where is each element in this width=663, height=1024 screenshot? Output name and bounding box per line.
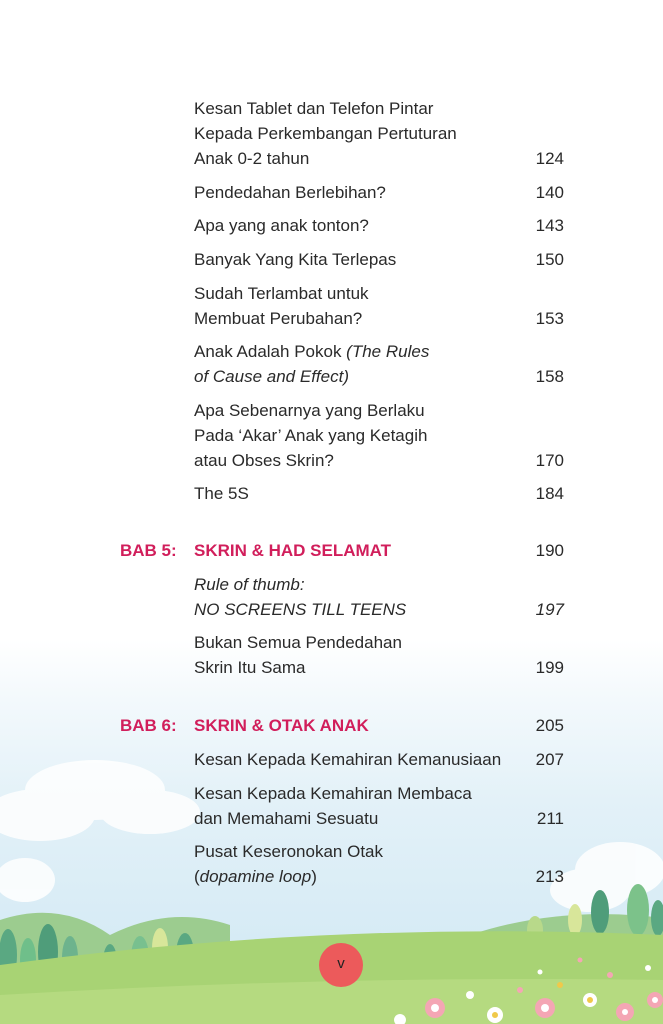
toc-entry [194, 180, 564, 205]
toc-entry [194, 481, 564, 506]
toc-entry-title [194, 481, 524, 506]
toc-entry-title-line: Pusat Keseronokan Otak [194, 842, 384, 861]
toc-entry-title-line: Anak 0-2 tahun [194, 149, 310, 168]
toc-entry-title-line: Membuat Perubahan? [194, 309, 363, 328]
toc-entry-title [194, 281, 524, 331]
toc-page-number: 150 [535, 250, 564, 269]
chapter-heading-bab-5 [120, 538, 564, 563]
toc-entry [194, 339, 564, 389]
title-italic-text: of Cause and Effect) [194, 367, 349, 386]
toc-entry-title-line: Kesan Kepada Kemahiran Kemanusiaan [194, 750, 502, 769]
toc-entry-title-line: The 5S [194, 484, 249, 503]
toc-entry-title-line: Sudah Terlambat untuk [194, 284, 369, 303]
toc-page-number: 158 [535, 367, 564, 386]
toc-page-number: 213 [535, 867, 564, 886]
toc-entry [194, 572, 564, 622]
chapter-title-text: SKRIN & HAD SELAMAT [194, 541, 392, 560]
toc-entry-title [194, 747, 524, 772]
toc-entry-title-line [194, 864, 524, 889]
chapter-label: BAB 6: [120, 716, 177, 735]
chapter-heading-bab-6 [120, 713, 564, 738]
toc-entry [194, 213, 564, 238]
toc-entry [194, 781, 564, 831]
toc-entry [194, 839, 564, 889]
toc-page-number: 199 [535, 658, 564, 677]
toc-entry-title-line: Apa Sebenarnya yang Berlaku [194, 401, 425, 420]
toc-page-number: 197 [535, 600, 564, 619]
toc-entry-title-line: dan Memahami Sesuatu [194, 809, 379, 828]
toc-entry-title-line: Bukan Semua Pendedahan [194, 633, 402, 652]
toc-page-number: 143 [535, 216, 564, 235]
toc-entry-title [194, 96, 524, 171]
toc-entry-title-line: Kepada Perkembangan Pertuturan [194, 124, 457, 143]
toc-entry-title-line: Pendedahan Berlebihan? [194, 183, 386, 202]
title-italic-text: dopamine loop [199, 867, 312, 886]
toc-entry-title-line: atau Obses Skrin? [194, 451, 334, 470]
toc-page-number: 190 [535, 541, 564, 560]
page-number-badge: v [319, 943, 363, 987]
chapter-label: BAB 5: [120, 541, 177, 560]
toc-entry-title-line: Pada ‘Akar’ Anak yang Ketagih [194, 426, 428, 445]
title-plain-text: Anak Adalah Pokok [194, 342, 347, 361]
toc-entry-title [194, 781, 524, 831]
toc-entry [194, 630, 564, 680]
toc-entry [194, 747, 564, 772]
toc-entry [194, 398, 564, 473]
toc-page-number: 153 [535, 309, 564, 328]
paren-open: ( [194, 867, 200, 886]
toc-page-number: 205 [535, 716, 564, 735]
toc-entry-title [194, 398, 524, 473]
toc-page-number: 140 [535, 183, 564, 202]
toc-entry-title [194, 839, 524, 889]
toc-entry-title-line: Banyak Yang Kita Terlepas [194, 250, 397, 269]
toc-entry-title-line: Kesan Tablet dan Telefon Pintar [194, 99, 434, 118]
toc-page-number: 211 [536, 809, 564, 828]
toc-entry-title [194, 572, 524, 622]
toc-entry-title-line: Rule of thumb: [194, 575, 305, 594]
chapter-title [194, 713, 524, 738]
chapter-title-text: SKRIN & OTAK ANAK [194, 716, 369, 735]
toc-entry [194, 96, 564, 171]
toc-entry-title [194, 213, 524, 238]
toc-page-number: 124 [535, 149, 564, 168]
toc-entry-title-line: Skrin Itu Sama [194, 658, 306, 677]
toc-page-number: 207 [535, 750, 564, 769]
toc-entry-title-line [194, 339, 524, 364]
toc-entry-title-line [194, 364, 524, 389]
paren-close: ) [311, 867, 317, 886]
title-italic-text: (The Rules [346, 342, 430, 361]
toc-entry-title-line: Kesan Kepada Kemahiran Membaca [194, 784, 472, 803]
toc-entry [194, 247, 564, 272]
toc-entry-title [194, 339, 524, 389]
toc-entry-title [194, 630, 524, 680]
toc-entry-title-line: Apa yang anak tonton? [194, 216, 369, 235]
toc-entry-title-line: NO SCREENS TILL TEENS [194, 600, 407, 619]
toc-page-number: 170 [535, 451, 564, 470]
chapter-title [194, 538, 524, 563]
toc-page-number: 184 [535, 484, 564, 503]
toc-entry-title [194, 247, 524, 272]
toc-entry [194, 281, 564, 331]
toc-entry-title [194, 180, 524, 205]
